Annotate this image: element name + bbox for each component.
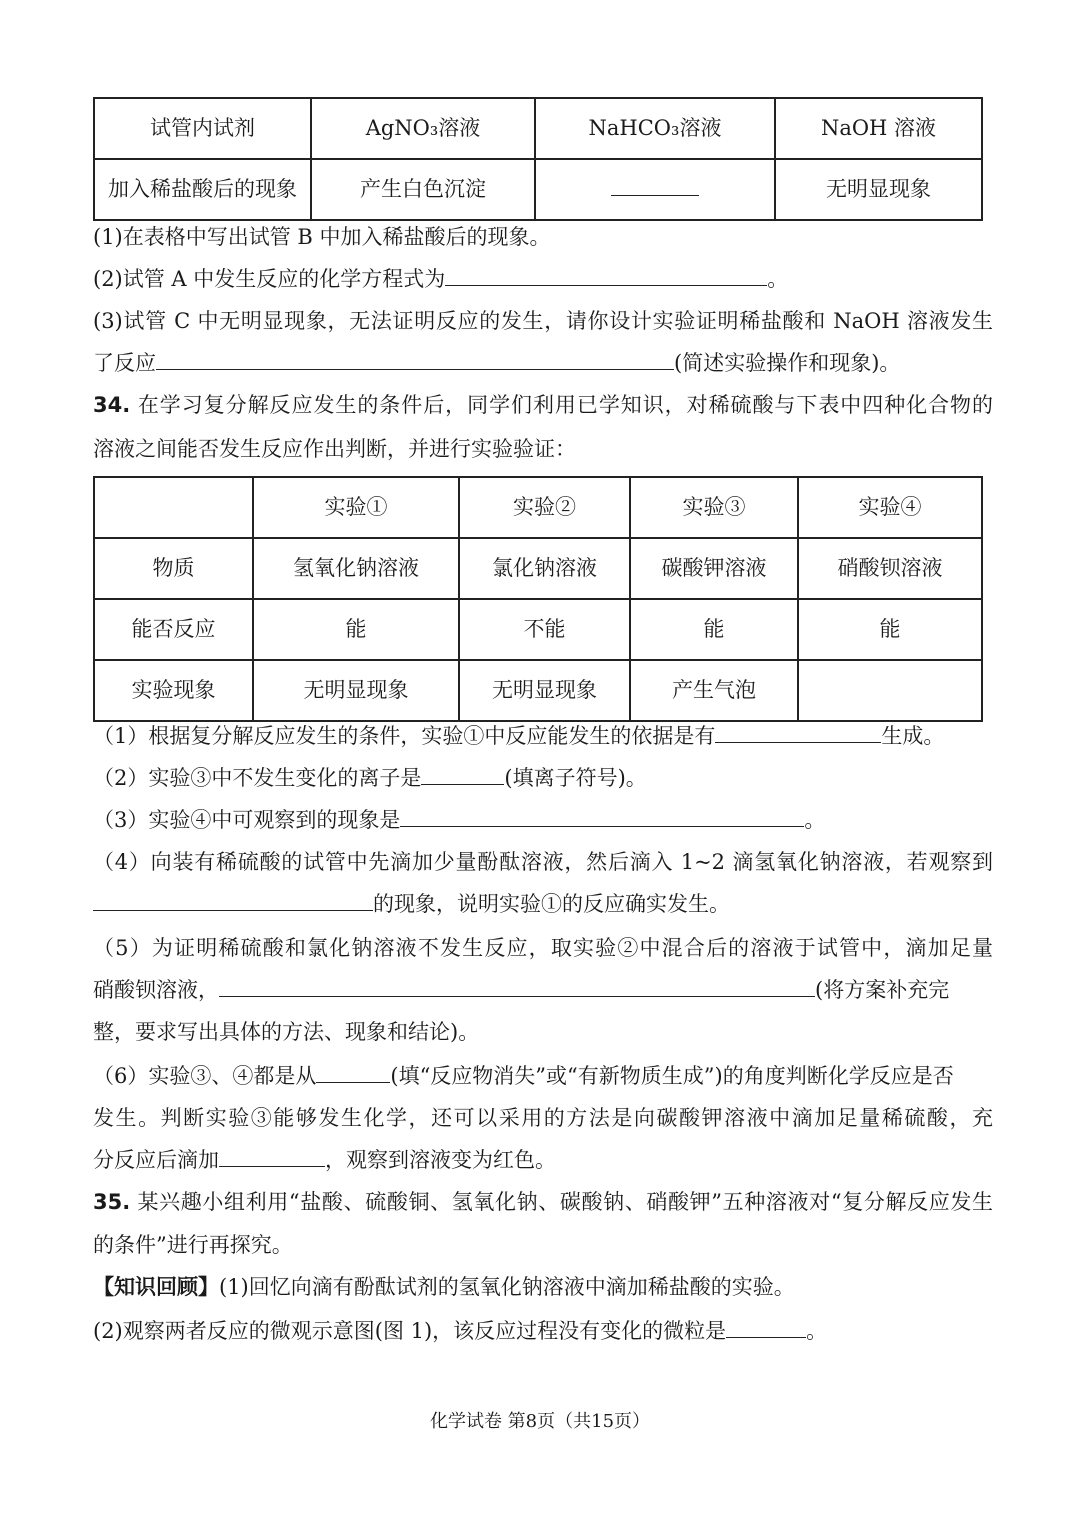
q34-part5-end: (将方案补充完 [815, 978, 950, 1002]
table-cell: 物质 [94, 538, 253, 599]
answer-blank-cell[interactable] [798, 660, 982, 721]
table-cell: 氢氧化钠溶液 [253, 538, 459, 599]
q34-part2-end: (填离子符号)。 [504, 766, 647, 790]
q34-intro-line1 [93, 392, 993, 418]
q34-part3 [93, 807, 993, 833]
table-cell [94, 477, 253, 538]
answer-blank[interactable] [219, 978, 815, 997]
q34-part5-line2 [93, 977, 993, 1003]
q34-part6-line2: 发生。判断实验③能够发生化学，还可以采用的方法是向碳酸钾溶液中滴加足量稀硫酸，充 [93, 1106, 993, 1130]
q33-part2-end: 。 [767, 267, 789, 291]
q34-part6-text: （6）实验③、④都是从 [93, 1064, 317, 1088]
q34-part4-line1: （4）向装有稀硫酸的试管中先滴加少量酚酞溶液，然后滴入 1~2 滴氢氧化钠溶液，若观察到 [93, 850, 993, 874]
table-row [94, 599, 982, 660]
q35-intro-line1 [93, 1189, 993, 1215]
q34-intro-line2: 溶液之间能否发生反应作出判断，并进行实验验证： [93, 437, 576, 461]
q34-part6-line1 [93, 1063, 993, 1089]
q34-part2 [93, 765, 993, 791]
q34-part5-text: 硝酸钡溶液， [93, 978, 219, 1002]
table-cell: 试管内试剂 [94, 98, 311, 159]
table-cell: 氯化钠溶液 [459, 538, 630, 599]
q34-part6-end: ，观察到溶液变为红色。 [325, 1148, 556, 1172]
table-row [94, 538, 982, 599]
q35-knowledge-line2 [93, 1318, 993, 1344]
table-cell: 无明显现象 [775, 159, 982, 220]
experiment-table [93, 476, 983, 722]
table-cell: 不能 [459, 599, 630, 660]
table-cell: 能否反应 [94, 599, 253, 660]
table-cell: 加入稀盐酸后的现象 [94, 159, 311, 220]
q34-part3-text: （3）实验④中可观察到的现象是 [93, 808, 401, 832]
table-cell: 无明显现象 [459, 660, 630, 721]
answer-blank[interactable] [400, 808, 804, 827]
q34-part6-line3 [93, 1147, 993, 1173]
q34-part5-line1: （5）为证明稀硫酸和氯化钠溶液不发生反应，取实验②中混合后的溶液于试管中，滴加足量 [93, 936, 993, 960]
q33-part3-line2 [93, 350, 993, 376]
reagent-table [93, 97, 983, 221]
answer-blank[interactable] [445, 267, 767, 286]
q35-number: 35. [93, 1190, 131, 1214]
knowledge-review-label: 【知识回顾】 [93, 1274, 219, 1299]
table-cell: 实验③ [630, 477, 798, 538]
q33-part1: (1)在表格中写出试管 B 中加入稀盐酸后的现象。 [93, 225, 551, 249]
q34-part1-text: （1）根据复分解反应发生的条件，实验①中反应能发生的依据是有 [93, 724, 716, 748]
table-cell: 碳酸钾溶液 [630, 538, 798, 599]
answer-blank[interactable] [219, 1148, 325, 1167]
table-cell: 产生气泡 [630, 660, 798, 721]
q34-part1-end: 生成。 [881, 724, 945, 748]
table-cell: AgNO₃溶液 [311, 98, 535, 159]
answer-blank[interactable] [421, 766, 504, 785]
table-cell: 产生白色沉淀 [311, 159, 535, 220]
q33-part3-end: (简述实验操作和现象)。 [674, 351, 901, 375]
table-cell: NaOH 溶液 [775, 98, 982, 159]
q34-part6-text2: (填“反应物消失”或“有新物质生成”)的角度判断化学反应是否 [390, 1064, 954, 1088]
answer-blank[interactable] [726, 1319, 806, 1338]
q34-part6-text3: 分反应后滴加 [93, 1148, 219, 1172]
table-cell: 能 [630, 599, 798, 660]
q35-knowledge-text: (1)回忆向滴有酚酞试剂的氢氧化钠溶液中滴加稀盐酸的实验。 [219, 1275, 795, 1299]
table-row [94, 660, 982, 721]
page-footer: 化学试卷 第8页（共15页） [429, 1411, 651, 1432]
table-cell: 实验② [459, 477, 630, 538]
q33-part2-text: (2)试管 A 中发生反应的化学方程式为 [93, 267, 446, 291]
q34-part5-line3: 整，要求写出具体的方法、现象和结论)。 [93, 1020, 480, 1044]
table-row [94, 477, 982, 538]
table-cell: 能 [253, 599, 459, 660]
answer-blank[interactable] [316, 1064, 390, 1083]
table-cell: NaHCO₃溶液 [535, 98, 775, 159]
q34-part3-end: 。 [804, 808, 826, 832]
answer-blank[interactable] [156, 351, 674, 370]
q35-knowledge-line1 [93, 1274, 993, 1300]
q33-part3-line1: (3)试管 C 中无明显现象，无法证明反应的发生，请你设计实验证明稀盐酸和 NaOH 溶液发生 [93, 309, 993, 333]
table-cell: 实验现象 [94, 660, 253, 721]
answer-blank[interactable] [611, 177, 699, 196]
q33-part3-text: 了反应 [93, 351, 156, 375]
q35-knowledge-end: 。 [806, 1319, 828, 1343]
table-row [94, 159, 982, 220]
answer-blank[interactable] [715, 724, 881, 743]
table-cell: 实验① [253, 477, 459, 538]
answer-blank-cell[interactable] [535, 159, 775, 220]
q34-part1 [93, 723, 993, 749]
q33-part2 [93, 266, 993, 292]
q34-intro-text: 在学习复分解反应发生的条件后，同学们利用已学知识，对稀硫酸与下表中四种化合物的 [137, 393, 993, 417]
table-row [94, 98, 982, 159]
table-cell: 无明显现象 [253, 660, 459, 721]
q34-part4-line2 [93, 891, 993, 917]
table-cell: 能 [798, 599, 982, 660]
q35-knowledge-text2: (2)观察两者反应的微观示意图(图 1)，该反应过程没有变化的微粒是 [93, 1319, 727, 1343]
q34-part4-text: 的现象，说明实验①的反应确实发生。 [373, 892, 730, 916]
answer-blank[interactable] [93, 892, 373, 911]
q35-intro-text: 某兴趣小组利用“盐酸、硫酸铜、氢氧化钠、碳酸钠、硝酸钾”五种溶液对“复分解反应发生 [137, 1190, 993, 1214]
q34-part2-text: （2）实验③中不发生变化的离子是 [93, 766, 422, 790]
table-cell: 硝酸钡溶液 [798, 538, 982, 599]
table-cell: 实验④ [798, 477, 982, 538]
q35-intro-line2: 的条件”进行再探究。 [93, 1233, 293, 1257]
q34-number: 34. [93, 393, 131, 417]
